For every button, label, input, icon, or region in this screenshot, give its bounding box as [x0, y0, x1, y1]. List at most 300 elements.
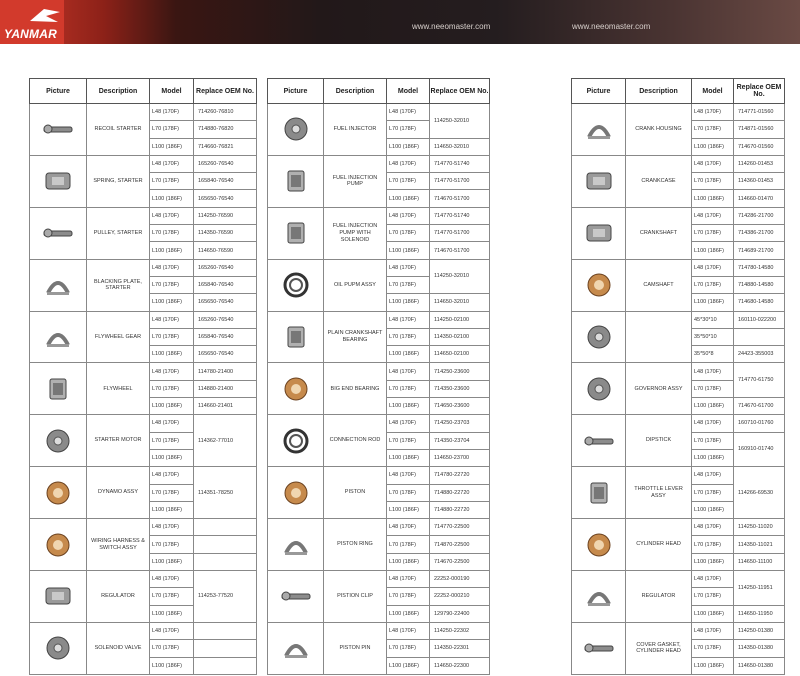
wiring-harness-icon — [40, 531, 76, 559]
part-picture — [30, 571, 87, 623]
oem-number-cell: 165650-76540 — [194, 190, 257, 207]
model-cell: L48 (170F) — [387, 571, 430, 588]
part-description: PISTION CLIP — [324, 571, 387, 623]
oem-number-cell: 114266-69530 — [734, 467, 785, 519]
governor-icon — [581, 375, 617, 403]
piston-icon — [278, 479, 314, 507]
model-cell: L70 (178F) — [387, 484, 430, 501]
oem-number-cell: 714770-61750 — [734, 363, 785, 398]
part-description: PLAIN CRANKSHAFT BEARING — [324, 311, 387, 363]
page-header — [0, 0, 800, 44]
model-cell: L100 (186F) — [387, 553, 430, 570]
table-row — [268, 571, 490, 588]
oem-number-cell: 114650-22300 — [430, 657, 490, 674]
oem-number-cell: 114650-76590 — [194, 242, 257, 259]
parts-table-3 — [571, 78, 785, 675]
model-cell: L70 (178F) — [387, 173, 430, 190]
model-cell: L70 (178F) — [150, 536, 194, 553]
part-description: PISTON — [324, 467, 387, 519]
column-header-oem: Replace OEM No. — [430, 79, 490, 104]
column-header-model: Model — [387, 79, 430, 104]
model-cell: L48 (170F) — [150, 207, 194, 224]
table-row — [268, 363, 490, 380]
table-row — [30, 155, 257, 172]
model-cell: L70 (178F) — [692, 640, 734, 657]
model-cell: L48 (170F) — [692, 104, 734, 121]
oem-number-cell: 714880-76820 — [194, 121, 257, 138]
model-cell: L70 (178F) — [150, 173, 194, 190]
oem-number-cell: 114350-76590 — [194, 225, 257, 242]
part-description: BLACKING PLATE, STARTER — [87, 259, 150, 311]
part-description: OIL PUPM ASSY — [324, 259, 387, 311]
oem-number-cell: 114650-32010 — [430, 138, 490, 155]
fuel-injector-icon — [278, 115, 314, 143]
part-picture — [572, 363, 626, 415]
model-cell: L100 (186F) — [387, 449, 430, 466]
oem-number-cell: 714689-21700 — [734, 242, 785, 259]
oem-number-cell: 714780-22720 — [430, 467, 490, 484]
model-cell: L100 (186F) — [387, 138, 430, 155]
oem-number-cell: 714670-61700 — [734, 398, 785, 415]
oem-number-cell: 22252-000190 — [430, 571, 490, 588]
table-row — [30, 571, 257, 588]
model-cell: L48 (170F) — [692, 519, 734, 536]
part-description: CRANKSHAFT — [626, 207, 692, 259]
oem-number-cell: 114660-01470 — [734, 190, 785, 207]
table-row — [30, 207, 257, 224]
oem-number-cell: 24423-355003 — [734, 346, 785, 363]
part-description: CYLINDER HEAD — [626, 519, 692, 571]
part-description: SOLENOID VALVE — [87, 622, 150, 674]
model-cell: L48 (170F) — [150, 311, 194, 328]
oem-number-cell: 114650-23700 — [430, 449, 490, 466]
model-cell: L70 (178F) — [692, 173, 734, 190]
table-header-row — [30, 79, 257, 104]
model-cell: L70 (178F) — [150, 588, 194, 605]
part-picture — [268, 622, 324, 674]
solenoid-valve-icon — [40, 634, 76, 662]
part-description: REGULATOR — [87, 571, 150, 623]
part-picture — [572, 207, 626, 259]
model-cell: L70 (178F) — [387, 121, 430, 138]
pump-solenoid-icon — [278, 219, 314, 247]
model-cell: L70 (178F) — [150, 640, 194, 657]
model-cell: L70 (178F) — [150, 484, 194, 501]
column-header-description: Description — [324, 79, 387, 104]
part-picture — [268, 207, 324, 259]
part-picture — [30, 311, 87, 363]
model-cell: L70 (178F) — [150, 121, 194, 138]
model-cell: L100 (186F) — [150, 657, 194, 674]
parts-table-2-wrapper — [267, 78, 490, 675]
model-cell: L48 (170F) — [692, 363, 734, 380]
part-picture — [572, 415, 626, 467]
cover-gasket-icon — [581, 634, 617, 662]
crankcase-icon — [581, 167, 617, 195]
oem-number-cell: 129790-22400 — [430, 605, 490, 622]
table-row — [30, 415, 257, 432]
model-cell: L48 (170F) — [692, 571, 734, 588]
table-row — [572, 155, 785, 172]
oem-number-cell: 714670-51700 — [430, 242, 490, 259]
website-link[interactable]: www.neeomaster.com — [572, 22, 651, 31]
part-description: PISTON PIN — [324, 622, 387, 674]
oem-number-cell: 160910-01740 — [734, 432, 785, 467]
model-cell: L48 (170F) — [692, 467, 734, 484]
part-picture — [572, 311, 626, 363]
table-row — [30, 363, 257, 380]
parts-table-1 — [29, 78, 257, 675]
model-cell: L100 (186F) — [692, 449, 734, 466]
oem-number-cell: 714650-23600 — [430, 398, 490, 415]
table-row — [268, 155, 490, 172]
connection-rod-icon — [278, 427, 314, 455]
big-end-bearing-icon — [278, 375, 314, 403]
part-description: RECOIL STARTER — [87, 104, 150, 156]
part-picture — [572, 571, 626, 623]
column-header-model: Model — [692, 79, 734, 104]
model-cell: L48 (170F) — [692, 622, 734, 639]
model-cell: L48 (170F) — [387, 259, 430, 276]
model-cell: L70 (178F) — [387, 276, 430, 293]
oem-number-cell: 714771-01560 — [734, 104, 785, 121]
piston-ring-icon — [278, 531, 314, 559]
oem-number-cell: 165840-76540 — [194, 173, 257, 190]
oem-number-cell: 714386-21700 — [734, 225, 785, 242]
oem-number-cell: 114650-32010 — [430, 294, 490, 311]
model-cell: L48 (170F) — [387, 415, 430, 432]
oem-number-cell — [194, 553, 257, 570]
piston-clip-icon — [278, 582, 314, 610]
crank-housing-icon — [581, 115, 617, 143]
oem-number-cell: 160710-01760 — [734, 415, 785, 432]
oem-number-cell: 714350-23704 — [430, 432, 490, 449]
part-description: COVER GASKET, CYLINDER HEAD — [626, 622, 692, 674]
oem-number-cell — [734, 328, 785, 345]
oem-number-cell: 114360-01453 — [734, 173, 785, 190]
oem-number-cell: 114350-02100 — [430, 328, 490, 345]
part-description: THROTTLE LEVER ASSY — [626, 467, 692, 519]
part-description: CRANKCASE — [626, 155, 692, 207]
table-row — [268, 104, 490, 121]
starter-pulley-icon — [40, 219, 76, 247]
part-picture — [268, 571, 324, 623]
oem-number-cell: 165650-76540 — [194, 294, 257, 311]
model-cell: L48 (170F) — [150, 622, 194, 639]
oem-number-cell: 114351-78250 — [194, 467, 257, 519]
table-row — [268, 519, 490, 536]
starter-spring-icon — [40, 167, 76, 195]
model-cell: L48 (170F) — [387, 622, 430, 639]
oem-number-cell: 114250-11020 — [734, 519, 785, 536]
model-cell: L100 (186F) — [387, 501, 430, 518]
model-cell: L70 (178F) — [692, 432, 734, 449]
table-row — [572, 207, 785, 224]
model-cell: L48 (170F) — [387, 467, 430, 484]
parts-table-2 — [267, 78, 490, 675]
oem-number-cell: 714880-14580 — [734, 276, 785, 293]
model-cell: L70 (178F) — [692, 536, 734, 553]
oem-number-cell: 714770-51700 — [430, 225, 490, 242]
model-cell: L48 (170F) — [387, 363, 430, 380]
part-description: DYNAMO ASSY — [87, 467, 150, 519]
column-header-picture: Picture — [268, 79, 324, 104]
table-row — [268, 259, 490, 276]
table-row — [30, 622, 257, 639]
model-cell: L48 (170F) — [150, 415, 194, 432]
part-description — [626, 311, 692, 363]
table-row — [30, 467, 257, 484]
part-description: REGULATOR — [626, 571, 692, 623]
model-cell: L100 (186F) — [150, 346, 194, 363]
model-cell: L70 (178F) — [150, 380, 194, 397]
oil-seal-icon — [581, 323, 617, 351]
model-cell: L100 (186F) — [387, 657, 430, 674]
crankshaft-bearing-icon — [278, 323, 314, 351]
model-cell: L70 (178F) — [150, 225, 194, 242]
part-picture — [30, 207, 87, 259]
model-cell: L48 (170F) — [387, 207, 430, 224]
oem-number-cell: 714770-51740 — [430, 155, 490, 172]
model-cell: L48 (170F) — [692, 155, 734, 172]
model-cell: L48 (170F) — [150, 363, 194, 380]
oem-number-cell — [194, 657, 257, 674]
table-row — [268, 415, 490, 432]
part-description: STARTER MOTOR — [87, 415, 150, 467]
model-cell: L48 (170F) — [387, 519, 430, 536]
model-cell: L100 (186F) — [150, 294, 194, 311]
column-header-picture: Picture — [572, 79, 626, 104]
part-picture — [30, 467, 87, 519]
model-cell: L70 (178F) — [150, 432, 194, 449]
oem-number-cell — [194, 622, 257, 639]
part-description: CRANK HOUSING — [626, 104, 692, 156]
part-picture — [268, 155, 324, 207]
column-header-description: Description — [626, 79, 692, 104]
oem-number-cell: 714286-21700 — [734, 207, 785, 224]
oem-number-cell: 714770-22500 — [430, 519, 490, 536]
oem-number-cell: 714870-22500 — [430, 536, 490, 553]
part-description: CAMSHAFT — [626, 259, 692, 311]
model-cell: L70 (178F) — [387, 588, 430, 605]
part-picture — [30, 415, 87, 467]
oem-number-cell: 714660-76821 — [194, 138, 257, 155]
oem-number-cell: 114650-01380 — [734, 657, 785, 674]
model-cell: L48 (170F) — [150, 571, 194, 588]
oem-number-cell: 714670-22500 — [430, 553, 490, 570]
table-row — [30, 519, 257, 536]
oem-number-cell: 114650-11950 — [734, 605, 785, 622]
table-row — [572, 259, 785, 276]
oem-number-cell — [194, 640, 257, 657]
oem-number-cell: 114250-32010 — [430, 104, 490, 139]
oem-number-cell: 114253-77520 — [194, 571, 257, 623]
part-description: GOVERNOR ASSY — [626, 363, 692, 415]
oem-number-cell: 714770-51700 — [430, 173, 490, 190]
model-cell: L48 (170F) — [692, 259, 734, 276]
model-cell: L100 (186F) — [150, 398, 194, 415]
part-description: FUEL INJECTION PUMP WITH SOLENOID — [324, 207, 387, 259]
oem-number-cell: 714670-01560 — [734, 138, 785, 155]
oem-number-cell: 165260-76540 — [194, 259, 257, 276]
model-cell: L100 (186F) — [150, 190, 194, 207]
part-description: SPRING, STARTER — [87, 155, 150, 207]
part-picture — [30, 622, 87, 674]
dipstick-icon — [581, 427, 617, 455]
table-row — [572, 104, 785, 121]
oem-number-cell: 114880-21400 — [194, 380, 257, 397]
model-cell: L100 (186F) — [387, 190, 430, 207]
table-header-row — [572, 79, 785, 104]
model-cell: L70 (178F) — [692, 380, 734, 397]
brand-name: YANMAR — [4, 27, 57, 41]
crankshaft-icon — [581, 219, 617, 247]
model-cell: L70 (178F) — [387, 225, 430, 242]
table-row — [572, 311, 785, 328]
model-cell: L48 (170F) — [150, 519, 194, 536]
oem-number-cell: 714250-23703 — [430, 415, 490, 432]
model-cell: L70 (178F) — [692, 484, 734, 501]
oem-number-cell: 114660-21401 — [194, 398, 257, 415]
column-header-description: Description — [87, 79, 150, 104]
part-picture — [30, 519, 87, 571]
model-cell: L100 (186F) — [150, 138, 194, 155]
oem-number-cell: 114250-76590 — [194, 207, 257, 224]
model-cell: L100 (186F) — [387, 242, 430, 259]
oem-number-cell: 114350-11021 — [734, 536, 785, 553]
model-cell: 45*30*10 — [692, 311, 734, 328]
regulator-2-icon — [581, 582, 617, 610]
part-picture — [572, 467, 626, 519]
table-row — [572, 363, 785, 380]
part-picture — [268, 519, 324, 571]
part-picture — [268, 104, 324, 156]
column-header-oem: Replace OEM No. — [734, 79, 785, 104]
oem-number-cell: 22252-000210 — [430, 588, 490, 605]
part-picture — [30, 104, 87, 156]
starter-motor-icon — [40, 427, 76, 455]
oem-number-cell: 714770-51740 — [430, 207, 490, 224]
part-picture — [30, 363, 87, 415]
part-description: FUEL INJECTION PUMP — [324, 155, 387, 207]
oem-number-cell: 114650-02100 — [430, 346, 490, 363]
part-picture — [572, 104, 626, 156]
flywheel-gear-icon — [40, 323, 76, 351]
model-cell: L100 (186F) — [150, 449, 194, 466]
part-description: BIG END BEARING — [324, 363, 387, 415]
column-header-oem: Replace OEM No. — [194, 79, 257, 104]
model-cell: L100 (186F) — [387, 398, 430, 415]
model-cell: L100 (186F) — [692, 138, 734, 155]
model-cell: L100 (186F) — [692, 501, 734, 518]
part-picture — [268, 467, 324, 519]
model-cell: L48 (170F) — [692, 207, 734, 224]
part-description: WIRING HARNESS & SWITCH ASSY — [87, 519, 150, 571]
model-cell: L70 (178F) — [150, 328, 194, 345]
oem-number-cell: 714250-23600 — [430, 363, 490, 380]
piston-pin-icon — [278, 634, 314, 662]
table-row — [268, 467, 490, 484]
oem-number-cell: 114362-77010 — [194, 415, 257, 467]
model-cell: L48 (170F) — [387, 104, 430, 121]
part-picture — [30, 155, 87, 207]
column-header-picture: Picture — [30, 79, 87, 104]
oem-number-cell: 114260-01453 — [734, 155, 785, 172]
part-picture — [572, 622, 626, 674]
model-cell: L100 (186F) — [692, 553, 734, 570]
model-cell: L100 (186F) — [692, 242, 734, 259]
model-cell: L100 (186F) — [150, 242, 194, 259]
model-cell: L70 (178F) — [692, 276, 734, 293]
part-description: PULLEY, STARTER — [87, 207, 150, 259]
model-cell: L100 (186F) — [692, 398, 734, 415]
model-cell: L70 (178F) — [692, 121, 734, 138]
oem-number-cell: 714680-14580 — [734, 294, 785, 311]
model-cell: L100 (186F) — [387, 294, 430, 311]
model-cell: L48 (170F) — [150, 259, 194, 276]
oem-number-cell: 165650-76540 — [194, 346, 257, 363]
part-description: DIPSTICK — [626, 415, 692, 467]
table-row — [30, 259, 257, 276]
oem-number-cell: 114250-01380 — [734, 622, 785, 639]
model-cell: L100 (186F) — [692, 294, 734, 311]
oem-number-cell — [194, 519, 257, 536]
oem-number-cell: 714670-51700 — [430, 190, 490, 207]
part-picture — [268, 311, 324, 363]
model-cell: 35*50*10 — [692, 328, 734, 345]
model-cell: L70 (178F) — [387, 328, 430, 345]
fuel-injection-pump-icon — [278, 167, 314, 195]
part-picture — [572, 259, 626, 311]
parts-table-1-wrapper — [29, 78, 257, 675]
oem-number-cell: 714260-76810 — [194, 104, 257, 121]
cylinder-head-icon — [581, 531, 617, 559]
oem-number-cell: 160110-022200 — [734, 311, 785, 328]
part-picture — [572, 155, 626, 207]
model-cell: L70 (178F) — [387, 432, 430, 449]
model-cell: L48 (170F) — [387, 311, 430, 328]
oem-number-cell: 114250-02100 — [430, 311, 490, 328]
part-picture — [268, 363, 324, 415]
website-link[interactable]: www.neeomaster.com — [412, 22, 491, 31]
flywheel-icon — [40, 375, 76, 403]
model-cell: L48 (170F) — [150, 155, 194, 172]
model-cell: L100 (186F) — [387, 605, 430, 622]
oem-number-cell: 114350-01380 — [734, 640, 785, 657]
part-description: FLYWHEEL — [87, 363, 150, 415]
model-cell: L70 (178F) — [150, 276, 194, 293]
yanmar-emblem-icon — [28, 6, 62, 26]
oem-number-cell: 114250-11951 — [734, 571, 785, 606]
oem-number-cell: 165840-76540 — [194, 328, 257, 345]
recoil-starter-icon — [40, 115, 76, 143]
dynamo-icon — [40, 479, 76, 507]
oem-number-cell: 165260-76540 — [194, 311, 257, 328]
table-row — [572, 571, 785, 588]
regulator-icon — [40, 582, 76, 610]
oem-number-cell: 165840-76540 — [194, 276, 257, 293]
model-cell: L100 (186F) — [150, 501, 194, 518]
table-row — [572, 415, 785, 432]
oem-number-cell: 114350-22301 — [430, 640, 490, 657]
table-row — [572, 519, 785, 536]
table-row — [572, 622, 785, 639]
oem-number-cell: 114780-21400 — [194, 363, 257, 380]
model-cell: L100 (186F) — [692, 190, 734, 207]
oem-number-cell: 165260-76540 — [194, 155, 257, 172]
model-cell: L100 (186F) — [150, 605, 194, 622]
table-row — [268, 311, 490, 328]
